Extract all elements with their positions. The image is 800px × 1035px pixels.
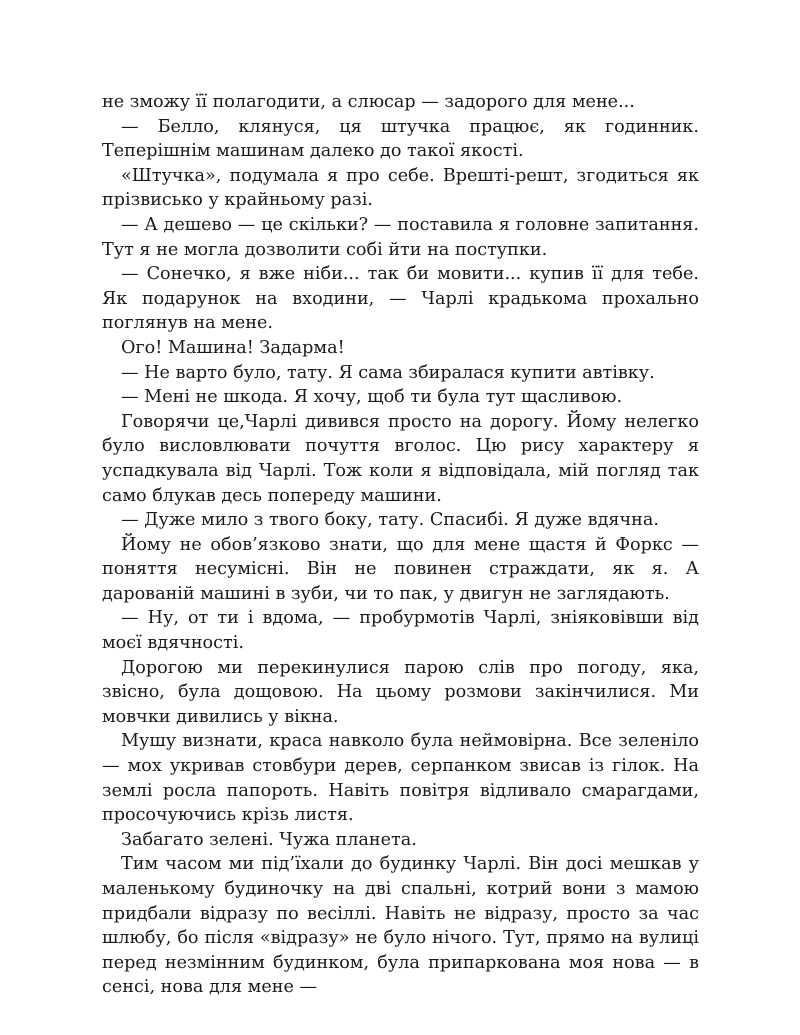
paragraph: — Дуже мило з твого боку, тату. Спасибі. Я дуже вдячна. bbox=[121, 510, 659, 531]
paragraph: «Штучка», подумала я про себе. Врешті-решт, згодиться як прізвисько у крайньому разі. bbox=[102, 165, 699, 211]
paragraph: Говорячи це,Чарлі дивився просто на дорогу. Йому нелегко було висловлювати почуття вголос. Цю рису характеру я успадкувала від Чарлі. Тож коли я відповідала, мій погляд так само блукав десь попереду машини. bbox=[102, 411, 699, 506]
paragraph: — А дешево — це скільки? — поставила я головне запитання. Тут я не могла дозволити собі йти на поступки. bbox=[102, 214, 699, 260]
paragraph: не зможу її полагодити, а слюсар — задорого для мене... bbox=[102, 92, 635, 112]
paragraph: — Сонечко, я вже ніби... так би мовити... купив її для тебе. Як подарунок на входини, — Чарлі крадькома прохально поглянув на мене. bbox=[102, 264, 699, 334]
paragraph: — Мені не шкода. Я хочу, щоб ти була тут щасливою. bbox=[121, 387, 623, 408]
paragraph: Дорогою ми перекинулися парою слів про погоду, яка, звісно, була дощовою. На цьому розмови закінчилися. Ми мовчки дивились у вікна. bbox=[102, 657, 699, 727]
paragraph: Йому не обов’язково знати, що для мене щастя й Форкс — поняття несумісні. Він не повинен страждати, як я. А дарованій машині в зуби, чи то пак, у двигун не заглядають. bbox=[102, 534, 699, 604]
paragraph: — Не варто було, тату. Я сама збиралася купити автівку. bbox=[121, 362, 655, 383]
paragraph: — Белло, клянуся, ця штучка працює, як годинник. Теперішнім машинам далеко до такої якості. bbox=[102, 116, 699, 162]
paragraph: — Ну, от ти і вдома, — пробурмотів Чарлі, зніяковівши від моєї вдячності. bbox=[102, 608, 699, 654]
paragraph: Мушу визнати, краса навколо була неймовірна. Все зеленіло — мох укривав стовбури дерев, серпанком звисав із гілок. На землі росла папороть. Навіть повітря відливало смарагдами, просочуючись крізь листя. bbox=[102, 731, 699, 826]
book-page-text bbox=[102, 90, 699, 1000]
paragraph: Забагато зелені. Чужа планета. bbox=[121, 829, 417, 850]
paragraph: Ого! Машина! Задарма! bbox=[121, 337, 345, 358]
paragraph: Тим часом ми під’їхали до будинку Чарлі. Він досі мешкав у маленькому будиночку на дві спальні, котрий вони з мамою придбали відразу по весіллі. Навіть не відразу, просто за час шлюбу, бо після «відразу» не було нічого. Тут, прямо на вулиці перед незмінним будинком, була припаркована моя нова — в сенсі, нова для мене — bbox=[102, 854, 699, 998]
